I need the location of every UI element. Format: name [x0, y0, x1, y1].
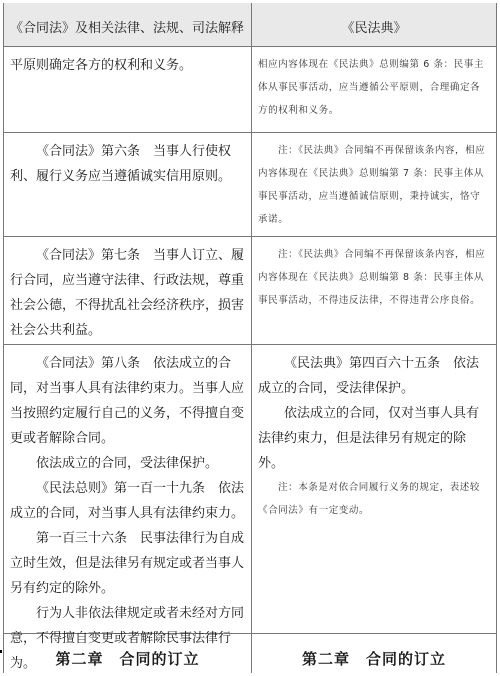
table-header-row: [4, 3, 496, 47]
table-row: [4, 47, 496, 133]
column-divider: [251, 345, 252, 633]
row-1-left-text: 平原则确定各方的权利和义务。: [10, 58, 193, 73]
header-cell-left: [4, 3, 251, 46]
chapter-left-cell: [4, 634, 251, 673]
column-divider: [251, 634, 252, 673]
row-4-left-para-2: 依法成立的合同，受法律保护。: [36, 456, 219, 471]
row-1-right-cell: [252, 47, 496, 132]
comparison-table: [3, 3, 497, 673]
header-cell-right: [252, 3, 496, 46]
row-1-right-text: 相应内容体现在《民法典》总则编第 6 条：民事主体从事民事活动，应当遵循公平原则，合理确定各方的权利和义务。: [258, 59, 484, 116]
row-1-left-cell: [4, 47, 251, 132]
row-4-left-para-1: 《合同法》第八条 依法成立的合同，对当事人具有法律约束力。当事人应当按照约定履行自己的义务，不得擅自变更或者解除合同。: [10, 356, 245, 446]
row-3-left-cell: [4, 237, 251, 344]
row-4-right-para-1: 《民法典》第四百六十五条 依法成立的合同，受法律保护。: [258, 356, 480, 396]
header-right-title: 《民法典》: [341, 21, 407, 36]
row-2-left-text: 《合同法》第六条 当事人行使权利、履行义务应当遵循诚实信用原则。: [10, 144, 232, 184]
row-4-right-cell: [252, 345, 496, 633]
row-3-right-text: 注：《民法典》合同编不再保留该条内容，相应内容体现在《民法典》总则编第 8 条：民事主体从事民事活动，不得违反法律，不得违背公序良俗。: [258, 249, 486, 306]
row-2-left-cell: [4, 133, 251, 236]
column-divider: [251, 237, 252, 344]
row-3-left-text: 《合同法》第七条 当事人订立、履行合同，应当遵守法律、行政法规，尊重社会公德，不得扰乱社会经济秩序，损害社会公共利益。: [10, 248, 245, 338]
chapter-left-title: 第二章 合同的订立: [55, 650, 200, 668]
margin-dot: [0, 650, 2, 653]
row-4-right-note: 注：本条是对依合同履行义务的规定，表述较《合同法》有一定变动。: [258, 482, 481, 516]
chapter-right-cell: [252, 634, 496, 673]
table-row: [4, 237, 496, 345]
chapter-row: [4, 634, 496, 673]
row-4-left-para-3: 《民法总则》第一百一十九条 依法成立的合同，对当事人具有法律约束力。: [10, 481, 245, 521]
row-4-right-para-2: 依法成立的合同，仅对当事人具有法律约束力，但是法律另有规定的除外。: [258, 406, 480, 471]
chapter-right-title: 第二章 合同的订立: [301, 650, 446, 668]
row-2-right-text: 注：《民法典》合同编不再保留该条内容，相应内容体现在《民法典》总则编第 7 条：民事主体从事民事活动，应当遵循诚信原则，秉持诚实，恪守承诺。: [258, 145, 486, 225]
row-2-right-cell: [252, 133, 496, 236]
row-3-right-cell: [252, 237, 496, 344]
table-row: [4, 133, 496, 237]
column-divider: [251, 47, 252, 132]
row-4-left-para-4: 第一百三十六条 民事法律行为自成立时生效，但是法律另有规定或者当事人另有约定的除外。: [10, 531, 245, 596]
column-divider: [251, 3, 252, 46]
header-left-title: 《合同法》及相关法律、法规、司法解释: [10, 21, 245, 36]
row-4-left-para-5: 行为人非依法律规定或者未经对方同意，不得擅自变更或者解除民事法律行为。: [10, 606, 245, 671]
column-divider: [251, 133, 252, 236]
